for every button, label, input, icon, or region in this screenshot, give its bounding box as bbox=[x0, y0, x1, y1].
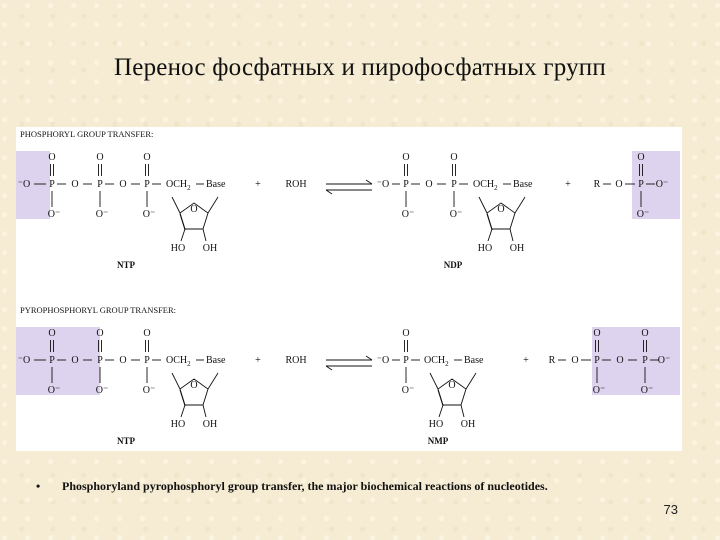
forward-arrow bbox=[326, 356, 372, 360]
oxygen-anion-atom: O⁻ bbox=[142, 209, 156, 220]
terminal-oxygen-anion: O⁻ bbox=[655, 179, 669, 190]
bridging-oxygen-atom: O bbox=[119, 179, 127, 190]
phosphorus-atom: P bbox=[144, 355, 150, 366]
oxygen-atom: O bbox=[450, 152, 458, 163]
oxygen-atom: O bbox=[96, 152, 104, 163]
bond-line bbox=[430, 373, 438, 389]
roh-reagent: ROH bbox=[285, 179, 307, 190]
plus-sign: + bbox=[565, 179, 571, 190]
reverse-arrow bbox=[326, 366, 372, 370]
oxygen-anion-atom: O⁻ bbox=[401, 385, 415, 396]
phosphorus-atom: P bbox=[49, 179, 55, 190]
hydroxyl-group: OH bbox=[460, 419, 476, 430]
bullet-dot: • bbox=[36, 479, 41, 493]
oxygen-anion-atom: O⁻ bbox=[47, 385, 61, 396]
terminal-oxygen-anion: ⁻O bbox=[376, 179, 390, 190]
bridging-oxygen-atom: O bbox=[425, 179, 433, 190]
phosphorus-atom: P bbox=[638, 179, 644, 190]
product-label: NDP bbox=[443, 260, 463, 270]
terminal-oxygen-anion: ⁻O bbox=[17, 179, 31, 190]
oxygen-anion-atom: O⁻ bbox=[449, 209, 463, 220]
bond-line bbox=[208, 373, 218, 389]
r-group: R bbox=[548, 355, 556, 366]
hydroxyl-group: HO bbox=[170, 243, 186, 254]
oxygen-atom: O bbox=[143, 328, 151, 339]
phosphorus-atom: P bbox=[451, 179, 457, 190]
hydroxyl-group: HO bbox=[170, 419, 186, 430]
bond-line bbox=[461, 405, 464, 417]
bond-line bbox=[172, 373, 180, 389]
ring-bold-edge bbox=[180, 390, 185, 406]
reaction-figure bbox=[16, 127, 682, 451]
bond-line bbox=[208, 197, 218, 213]
reactant-label: NTP bbox=[117, 260, 135, 270]
forward-arrow bbox=[326, 180, 372, 184]
caption-text: Phosphoryland pyrophosphoryl group transfer, the major biochemical reactions of nucleotides. bbox=[62, 479, 548, 493]
phosphorus-atom: P bbox=[49, 355, 55, 366]
phosphorus-atom: P bbox=[97, 355, 103, 366]
ring-oxygen-atom: O bbox=[190, 380, 198, 391]
ring-bold-edge bbox=[180, 214, 185, 230]
phosphorus-atom: P bbox=[403, 179, 409, 190]
phosphorus-atom: P bbox=[403, 355, 409, 366]
oxygen-atom: O bbox=[641, 328, 649, 339]
oxygen-anion-atom: O⁻ bbox=[640, 385, 654, 396]
bond-line bbox=[181, 229, 185, 241]
terminal-oxygen-anion: ⁻O bbox=[376, 355, 390, 366]
oxygen-atom: O bbox=[637, 152, 645, 163]
oxygen-anion-atom: O⁻ bbox=[142, 385, 156, 396]
oxygen-anion-atom: O⁻ bbox=[401, 209, 415, 220]
oxygen-anion-atom: O⁻ bbox=[592, 385, 606, 396]
plus-sign: + bbox=[523, 355, 529, 366]
oxygen-atom: O bbox=[571, 355, 579, 366]
bridging-oxygen-atom: O bbox=[71, 179, 79, 190]
bridging-oxygen-atom: O bbox=[71, 355, 79, 366]
bond-line bbox=[479, 197, 487, 213]
reactant-label: NTP bbox=[117, 436, 135, 446]
r-group: R bbox=[593, 179, 601, 190]
ring-oxygen-atom: O bbox=[190, 204, 198, 215]
page-number: 73 bbox=[663, 502, 678, 517]
phosphorus-atom: P bbox=[594, 355, 600, 366]
base-group: Base bbox=[206, 179, 226, 190]
plus-sign: + bbox=[255, 355, 261, 366]
base-group: Base bbox=[464, 355, 484, 366]
phosphorus-atom: P bbox=[144, 179, 150, 190]
och2-group: $OCH_2$ bbox=[473, 179, 498, 192]
och2-group: $OCH_2$ bbox=[424, 355, 449, 368]
bridging-oxygen-atom: O bbox=[616, 355, 624, 366]
oxygen-anion-atom: O⁻ bbox=[95, 209, 109, 220]
plus-sign: + bbox=[255, 179, 261, 190]
bond-line bbox=[203, 405, 206, 417]
section-heading: PHOSPHORYL GROUP TRANSFER: bbox=[20, 129, 154, 139]
oxygen-atom: O bbox=[593, 328, 601, 339]
bond-line bbox=[466, 373, 476, 389]
oxygen-atom: O bbox=[402, 328, 410, 339]
och2-group: $OCH_2$ bbox=[166, 179, 191, 192]
terminal-oxygen-anion: O⁻ bbox=[657, 355, 671, 366]
base-group: Base bbox=[206, 355, 226, 366]
oxygen-atom: O bbox=[48, 328, 56, 339]
hydroxyl-group: HO bbox=[428, 419, 444, 430]
oxygen-atom: O bbox=[96, 328, 104, 339]
bridging-oxygen-atom: O bbox=[119, 355, 127, 366]
oxygen-anion-atom: O⁻ bbox=[636, 209, 650, 220]
phosphorus-atom: P bbox=[642, 355, 648, 366]
bond-line bbox=[510, 229, 513, 241]
bond-line bbox=[203, 229, 206, 241]
oxygen-anion-atom: O⁻ bbox=[95, 385, 109, 396]
base-group: Base bbox=[513, 179, 533, 190]
hydroxyl-group: OH bbox=[202, 419, 218, 430]
oxygen-atom: O bbox=[615, 179, 623, 190]
terminal-oxygen-anion: ⁻O bbox=[17, 355, 31, 366]
bond-line bbox=[515, 197, 525, 213]
reverse-arrow bbox=[326, 190, 372, 194]
hydroxyl-group: OH bbox=[509, 243, 525, 254]
hydroxyl-group: HO bbox=[477, 243, 493, 254]
ring-oxygen-atom: O bbox=[448, 380, 456, 391]
phosphorus-atom: P bbox=[97, 179, 103, 190]
oxygen-atom: O bbox=[402, 152, 410, 163]
bond-line bbox=[488, 229, 492, 241]
roh-reagent: ROH bbox=[285, 355, 307, 366]
ring-bold-edge bbox=[487, 214, 492, 230]
hydroxyl-group: OH bbox=[202, 243, 218, 254]
oxygen-atom: O bbox=[48, 152, 56, 163]
och2-group: $OCH_2$ bbox=[166, 355, 191, 368]
ring-bold-edge bbox=[438, 390, 443, 406]
oxygen-anion-atom: O⁻ bbox=[47, 209, 61, 220]
product-label: NMP bbox=[427, 436, 449, 446]
bond-line bbox=[439, 405, 443, 417]
reaction-diagram bbox=[16, 127, 682, 451]
bond-line bbox=[172, 197, 180, 213]
bond-line bbox=[181, 405, 185, 417]
section-heading: PYROPHOSPHORYL GROUP TRANSFER: bbox=[20, 305, 177, 315]
oxygen-atom: O bbox=[143, 152, 151, 163]
slide-title: Перенос фосфатных и пирофосфатных групп bbox=[114, 54, 606, 81]
ring-oxygen-atom: O bbox=[497, 204, 505, 215]
